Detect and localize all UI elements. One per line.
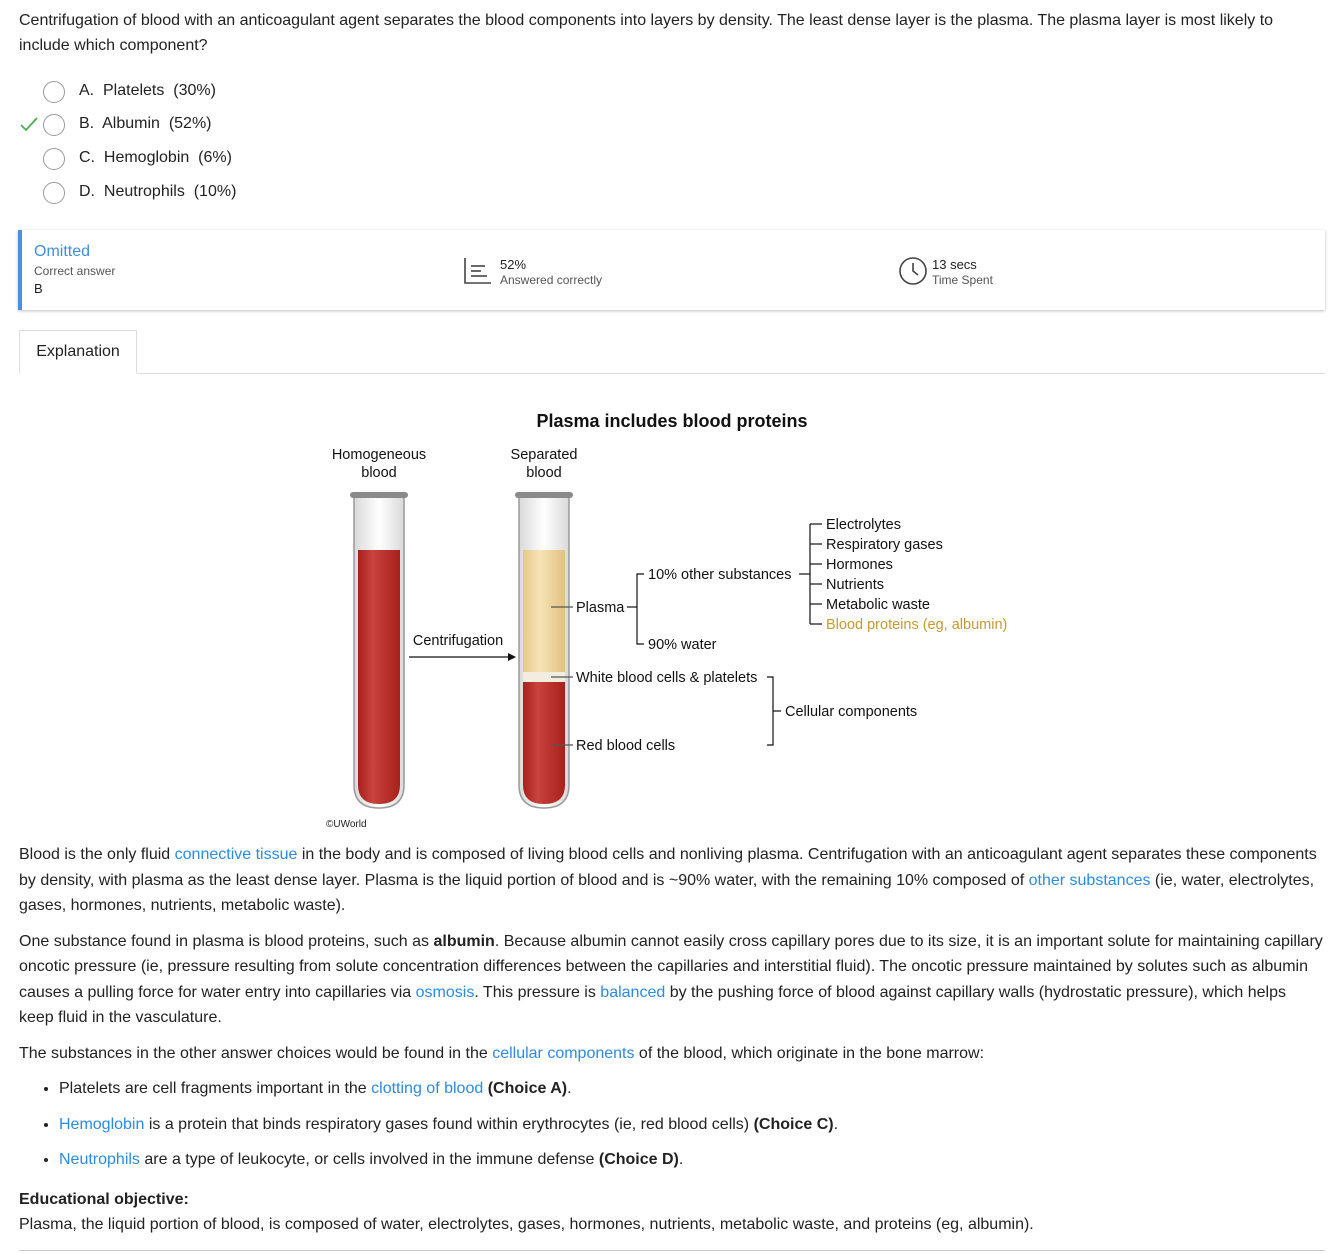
substance-item: Electrolytes: [826, 517, 901, 533]
clock-icon: [898, 256, 928, 286]
text: One substance found in plasma is blood proteins, such as: [19, 932, 434, 950]
text: is a protein that binds respiratory gases found within erythrocytes (ie, red blood cells): [144, 1115, 754, 1133]
bold-albumin: albumin: [433, 932, 495, 950]
correct-answer-label: Correct answer: [34, 264, 116, 278]
percent-correct-label: Answered correctly: [500, 273, 603, 287]
other-substances-label: 10% other substances: [648, 567, 792, 583]
text: of the blood, which originate in the bone marrow:: [634, 1044, 985, 1062]
choice-ref: (Choice C): [753, 1115, 834, 1133]
text: by the pushing force of blood against capillary walls (hydrostatic pressure), which helps keep fluid in the vasculature.: [19, 983, 1287, 1026]
substance-item: Nutrients: [826, 577, 885, 593]
rbc-label: Red blood cells: [576, 738, 676, 754]
link-cellular-components[interactable]: cellular components: [492, 1044, 635, 1062]
link-osmosis[interactable]: osmosis: [415, 983, 475, 1001]
choice-label: B. Albumin (52%): [79, 115, 212, 132]
tube2-label-line2: blood: [526, 465, 562, 481]
plasma-bracket: [637, 574, 644, 644]
status-label: Omitted: [34, 243, 91, 260]
link-balanced[interactable]: balanced: [600, 983, 666, 1001]
choice-c[interactable]: [0, 145, 400, 173]
arrow-head-icon: [508, 653, 516, 661]
text: (ie, water, electrolytes, gases, hormones, nutrients, metabolic waste).: [19, 871, 1315, 914]
choice-d[interactable]: [0, 179, 400, 207]
paragraph-1: [19, 842, 1325, 919]
correct-check-icon: [18, 114, 40, 136]
substance-item: Respiratory gases: [826, 537, 943, 553]
choice-b[interactable]: [0, 111, 400, 139]
tab-bar: [19, 330, 1325, 374]
text: Platelets are cell fragments important in the: [59, 1080, 372, 1097]
text: The substances in the other answer choices would be found in the: [19, 1044, 493, 1062]
percent-correct: 52%: [500, 257, 527, 272]
choice-ref: (Choice A): [487, 1080, 568, 1097]
bullet-d: • Neutrophils are a type of leukocyte, or cells involved in the immune defense (Choice D).: [59, 1147, 1325, 1173]
choice-label: A. Platelets (30%): [79, 82, 216, 99]
link-other-substances[interactable]: other substances: [1028, 871, 1151, 889]
text: . Because albumin cannot easily cross capillary pores due to its size, it is an important solute for maintaining capillary oncotic pressure (ie, pressure resulting from solute concentration differences between the capillaries and interstitial fluid). The oncotic pressure maintained by solutes such as albumin causes a pulling force for water entry into capillaries via: [19, 932, 1323, 1001]
blood-proteins-highlight: Blood proteins (eg, albumin): [826, 617, 1008, 633]
radio-button[interactable]: [43, 81, 65, 103]
link-connective-tissue[interactable]: connective tissue: [174, 846, 298, 863]
question-text: Centrifugation of blood with an anticoagulant agent separates the blood components into layers by density. The least dense layer is the plasma. The plasma layer is most likely to include which component?: [19, 12, 1274, 54]
text: . This pressure is: [474, 983, 601, 1001]
objective-text: Plasma, the liquid portion of blood, is composed of water, electrolytes, gases, hormones, nutrients, metabolic waste, and proteins (eg, albumin).: [19, 1216, 1034, 1233]
radio-button[interactable]: [43, 148, 65, 170]
time-spent-label: Time Spent: [932, 273, 993, 287]
link-clotting-of-blood[interactable]: clotting of blood: [371, 1080, 484, 1097]
water-label: 90% water: [648, 637, 717, 653]
bullet-c: • Hemoglobin is a protein that binds respiratory gases found within erythrocytes (ie, red blood cells) (Choice C).: [59, 1112, 1325, 1138]
choice-a[interactable]: [0, 78, 400, 106]
cellular-bracket: [767, 677, 773, 745]
text: are a type of leukocyte, or cells involved in the immune defense: [139, 1151, 599, 1168]
centrifugation-label: Centrifugation: [412, 633, 504, 649]
divider: [19, 1250, 1325, 1251]
figure-title: Plasma includes blood proteins: [536, 411, 808, 431]
answer-stats-panel: [18, 230, 1325, 310]
substance-item: Hormones: [826, 557, 893, 573]
cellular-components-label: Cellular components: [785, 704, 918, 720]
tube2-label-line1: Separated: [510, 447, 578, 463]
radio-button[interactable]: [43, 182, 65, 204]
link-neutrophils[interactable]: Neutrophils: [59, 1151, 140, 1168]
link-hemoglobin[interactable]: Hemoglobin: [59, 1115, 145, 1133]
wbc-label: White blood cells & platelets: [576, 670, 758, 686]
bar-chart-icon: [463, 257, 493, 285]
time-spent: 13 secs: [932, 257, 977, 272]
choice-label: C. Hemoglobin (6%): [79, 149, 232, 166]
text: Blood is the only fluid: [19, 846, 175, 863]
centrifugation-diagram: [0, 400, 1329, 840]
tab-explanation[interactable]: Explanation: [19, 330, 137, 374]
tube1-label-line2: blood: [361, 465, 397, 481]
bullet-a: • Platelets are cell fragments important in the clotting of blood (Choice A).: [59, 1076, 1325, 1102]
objective-heading: Educational objective:: [19, 1190, 189, 1208]
choice-bullets: [19, 1076, 1325, 1173]
copyright: ©UWorld: [326, 819, 367, 830]
radio-button[interactable]: [43, 114, 65, 136]
correct-answer-value: B: [34, 281, 43, 296]
plasma-figure: [0, 400, 1329, 840]
paragraph-3: [19, 1041, 1325, 1067]
tube1-label-line1: Homogeneous: [331, 447, 427, 463]
choice-ref: (Choice D): [598, 1151, 679, 1168]
text: in the body and is composed of living blood cells and nonliving plasma. Centrifugation with an anticoagulant agent separates these components by density, with plasma as the least dense layer. Plasma is the liquid portion of blood and is ~90% water, with the remaining 10% composed of: [19, 846, 1317, 889]
explanation-text: [19, 842, 1325, 1238]
substance-item: Metabolic waste: [826, 597, 930, 613]
paragraph-2: [19, 929, 1325, 1031]
choice-label: D. Neutrophils (10%): [79, 183, 237, 200]
plasma-label: Plasma: [576, 600, 625, 616]
homogeneous-tube: [350, 492, 408, 808]
separated-tube: [515, 492, 573, 808]
